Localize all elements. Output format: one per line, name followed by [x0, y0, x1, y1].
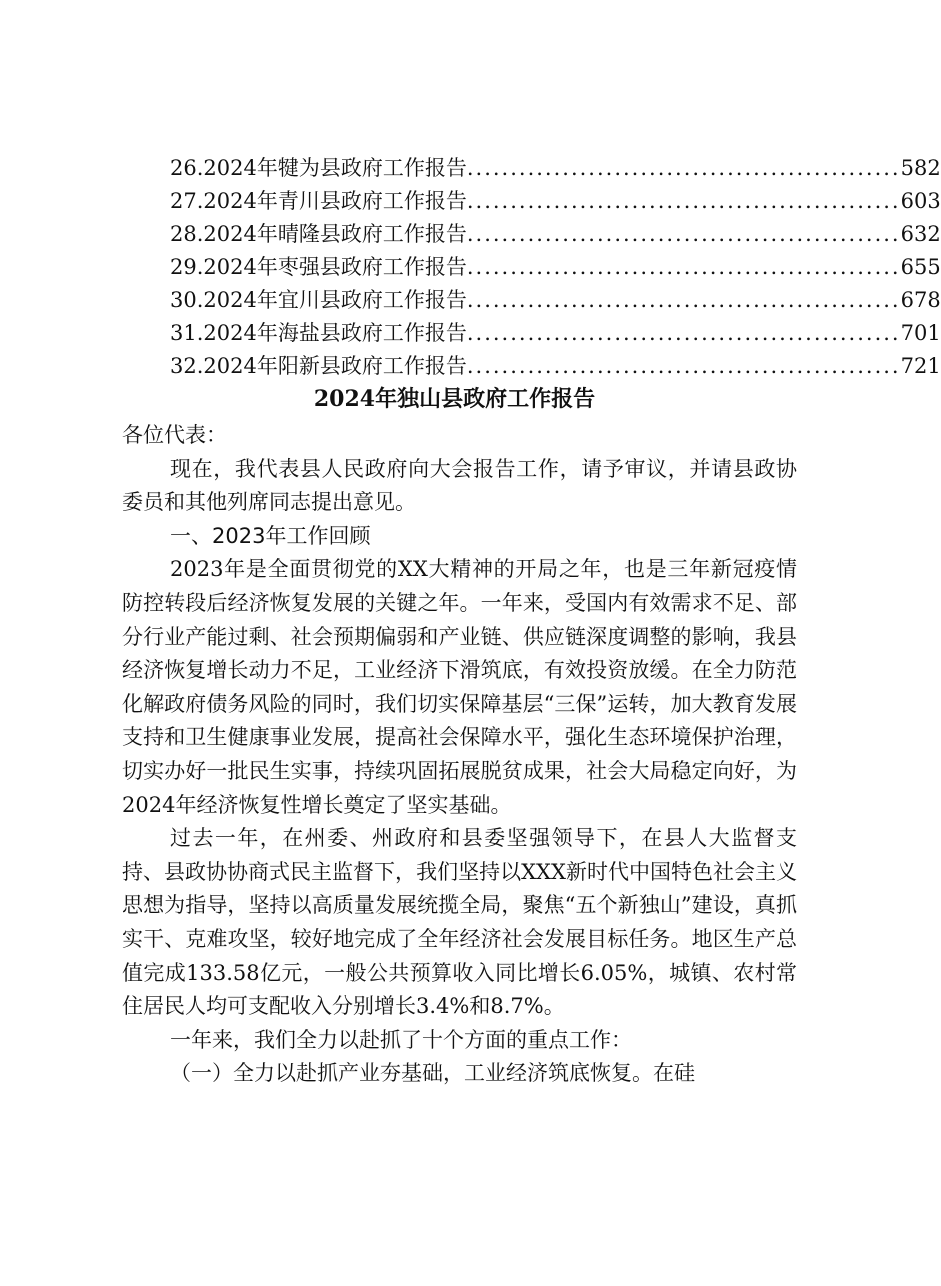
toc-leader-dots: ..................................................	[466, 288, 901, 312]
toc-entry[interactable]	[170, 350, 941, 383]
toc-leader-dots: ..................................................	[466, 255, 901, 279]
toc-leader-dots: ..................................................	[466, 222, 901, 246]
toc-entry-title: 29.2024年枣强县政府工作报告	[170, 255, 467, 279]
table-of-contents	[170, 152, 941, 383]
toc-entry-title: 30.2024年宜川县政府工作报告	[170, 288, 467, 312]
toc-leader-dots: ..................................................	[466, 354, 901, 378]
toc-entry-page: 603	[900, 189, 941, 213]
toc-entry-page: 632	[900, 222, 941, 246]
toc-entry-title: 27.2024年青川县政府工作报告	[170, 189, 467, 213]
toc-entry-title: 28.2024年晴隆县政府工作报告	[170, 222, 467, 246]
toc-entry-page: 701	[900, 321, 941, 345]
toc-entry-title: 32.2024年阳新县政府工作报告	[170, 354, 467, 378]
toc-entry-page: 721	[900, 354, 941, 378]
body-paragraph: 一年来，我们全力以赴抓了十个方面的重点工作：	[170, 1027, 632, 1052]
subsection-text: 在硅	[653, 1061, 695, 1086]
toc-entry[interactable]	[170, 185, 941, 218]
section-heading: 一、2023年工作回顾	[170, 523, 371, 548]
document-title: 2024年独山县政府工作报告	[313, 386, 596, 412]
toc-entry-page: 678	[900, 288, 941, 312]
body-paragraph: 过去一年，在州委、州政府和县委坚强领导下，在县人大监督支持、县政协协商式民主监督下，我们坚持以XXX新时代中国特色社会主义思想为指导，坚持以高质量发展统揽全局，聚焦“五个新独山”建设，真抓实干、克难攻坚，较好地完成了全年经济社会发展目标任务。地区生产总值完成133.58亿元，一般公共预算收入同比增长6.05%，城镇、农村常住居民人均可支配收入分别增长3.4%和8.7%。	[122, 826, 797, 1019]
toc-entry[interactable]	[170, 152, 941, 185]
toc-entry[interactable]	[170, 218, 941, 251]
toc-leader-dots: ..................................................	[466, 156, 901, 180]
subsection-paragraph	[122, 1057, 797, 1091]
toc-entry[interactable]	[170, 251, 941, 284]
toc-entry-page: 582	[900, 156, 941, 180]
toc-entry-title: 31.2024年海盐县政府工作报告	[170, 321, 467, 345]
salutation: 各位代表：	[122, 423, 227, 447]
body-paragraph: 现在，我代表县人民政府向大会报告工作，请予审议，并请县政协委员和其他列席同志提出意见。	[122, 456, 797, 515]
document-body	[122, 419, 797, 1091]
subsection-heading: （一）全力以赴抓产业夯基础，工业经济筑底恢复。	[170, 1061, 653, 1086]
toc-entry[interactable]	[170, 317, 941, 350]
toc-entry-page: 655	[900, 255, 941, 279]
toc-leader-dots: ..................................................	[466, 321, 901, 345]
toc-leader-dots: ..................................................	[466, 189, 901, 213]
body-paragraph: 2023年是全面贯彻党的XX大精神的开局之年，也是三年新冠疫情防控转段后经济恢复发展的关键之年。一年来，受国内有效需求不足、部分行业产能过剩、社会预期偏弱和产业链、供应链深度调整的影响，我县经济恢复增长动力不足，工业经济下滑筑底，有效投资放缓。在全力防范化解政府债务风险的同时，我们切实保障基层“三保”运转，加大教育发展支持和卫生健康事业发展，提高社会保障水平，强化生态环境保护治理，切实办好一批民生实事，持续巩固拓展脱贫成果，社会大局稳定向好，为2024年经济恢复性增长奠定了坚实基础。	[122, 557, 797, 817]
toc-entry-title: 26.2024年犍为县政府工作报告	[170, 156, 467, 180]
toc-entry[interactable]	[170, 284, 941, 317]
